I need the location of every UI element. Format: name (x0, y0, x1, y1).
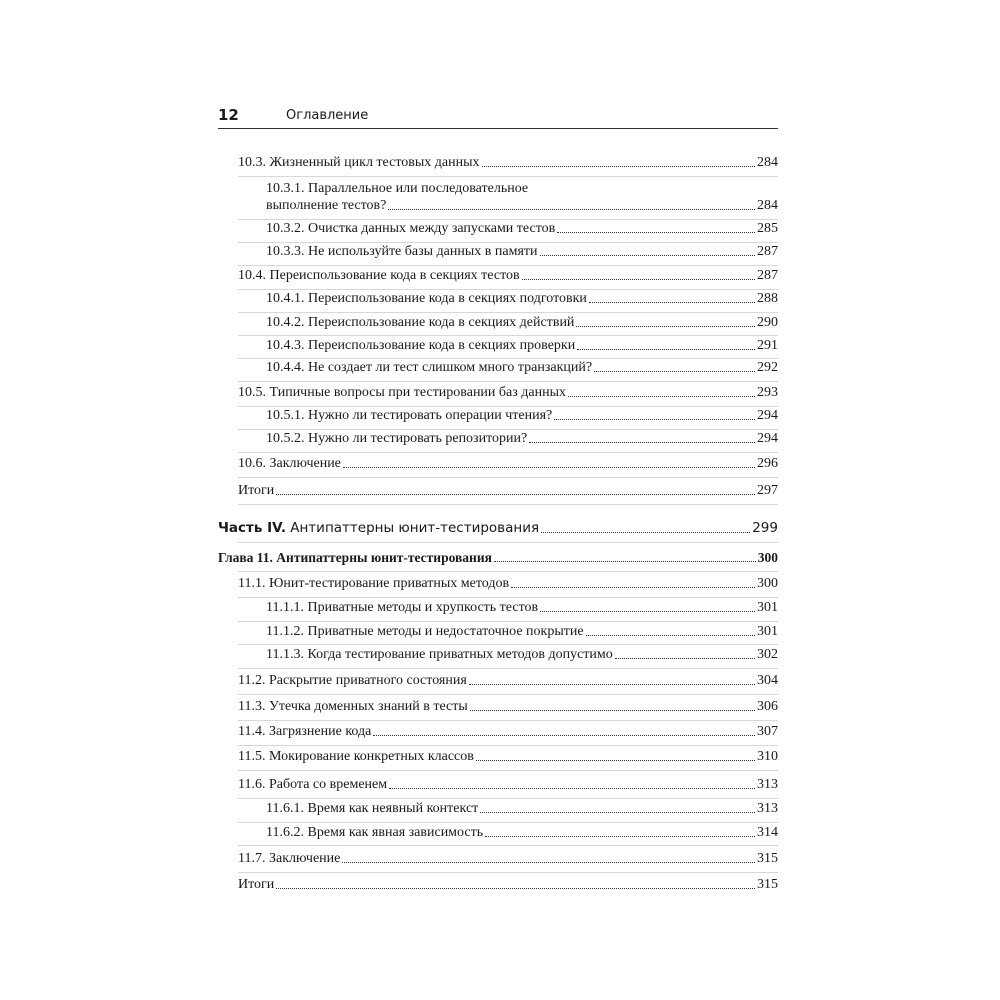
toc-entry: 10.4.4. Не создает ли тест слишком много транзакций? 292 (266, 360, 778, 375)
toc-entry: 11.6. Работа со временем 313 (238, 777, 778, 792)
toc-entry: 10.5.1. Нужно ли тестировать операции чтения? 294 (266, 408, 778, 423)
toc-entry: 10.3.3. Не используйте базы данных в памяти 287 (266, 244, 778, 259)
toc-entry: 11.2. Раскрытие приватного состояния 304 (238, 673, 778, 688)
running-title: Оглавление (286, 108, 369, 123)
toc-entry: 11.6.1. Время как неявный контекст 313 (266, 801, 778, 816)
toc-entry: 10.4.1. Переиспользование кода в секциях подготовки 288 (266, 291, 778, 306)
toc-entry: 11.1.2. Приватные методы и недостаточное покрытие 301 (266, 624, 778, 639)
toc-entry: 11.7. Заключение 315 (238, 851, 778, 866)
toc-entry: 11.3. Утечка доменных знаний в тесты 306 (238, 699, 778, 714)
toc-entry: 10.6. Заключение 296 (238, 456, 778, 471)
toc-entry: 10.4. Переиспользование кода в секциях тестов 287 (238, 268, 778, 283)
toc-chapter-entry: Глава 11. Антипаттерны юнит-тестирования 300 (218, 550, 778, 565)
toc-entry: Итоги 315 (238, 877, 778, 892)
toc-entry: 10.5.2. Нужно ли тестировать репозитории? 294 (266, 431, 778, 446)
toc-part-entry: Часть IV. Антипаттерны юнит-тестирования 299 (218, 520, 778, 536)
toc-entry: 10.4.3. Переиспользование кода в секциях проверки 291 (266, 338, 778, 353)
toc-entry: Итоги 297 (238, 483, 778, 498)
toc-entry: 11.4. Загрязнение кода 307 (238, 724, 778, 739)
toc-entry: 10.3. Жизненный цикл тестовых данных 284 (238, 155, 778, 170)
toc-entry: 11.6.2. Время как явная зависимость 314 (266, 825, 778, 840)
toc-entry: 10.3.1. Параллельное или последовательное выполнение тестов? 284 (266, 181, 778, 213)
toc-entry: 11.1. Юнит-тестирование приватных методов 300 (238, 576, 778, 591)
toc-entry: 10.4.2. Переиспользование кода в секциях действий 290 (266, 315, 778, 330)
toc-entry: 10.5. Типичные вопросы при тестировании баз данных 293 (238, 385, 778, 400)
toc-entry: 11.1.3. Когда тестирование приватных методов допустимо 302 (266, 647, 778, 662)
toc-entry: 11.1.1. Приватные методы и хрупкость тестов 301 (266, 600, 778, 615)
toc-entry: 11.5. Мокирование конкретных классов 310 (238, 749, 778, 764)
page-number: 12 (218, 106, 239, 124)
toc-entry: 10.3.2. Очистка данных между запусками тестов 285 (266, 221, 778, 236)
